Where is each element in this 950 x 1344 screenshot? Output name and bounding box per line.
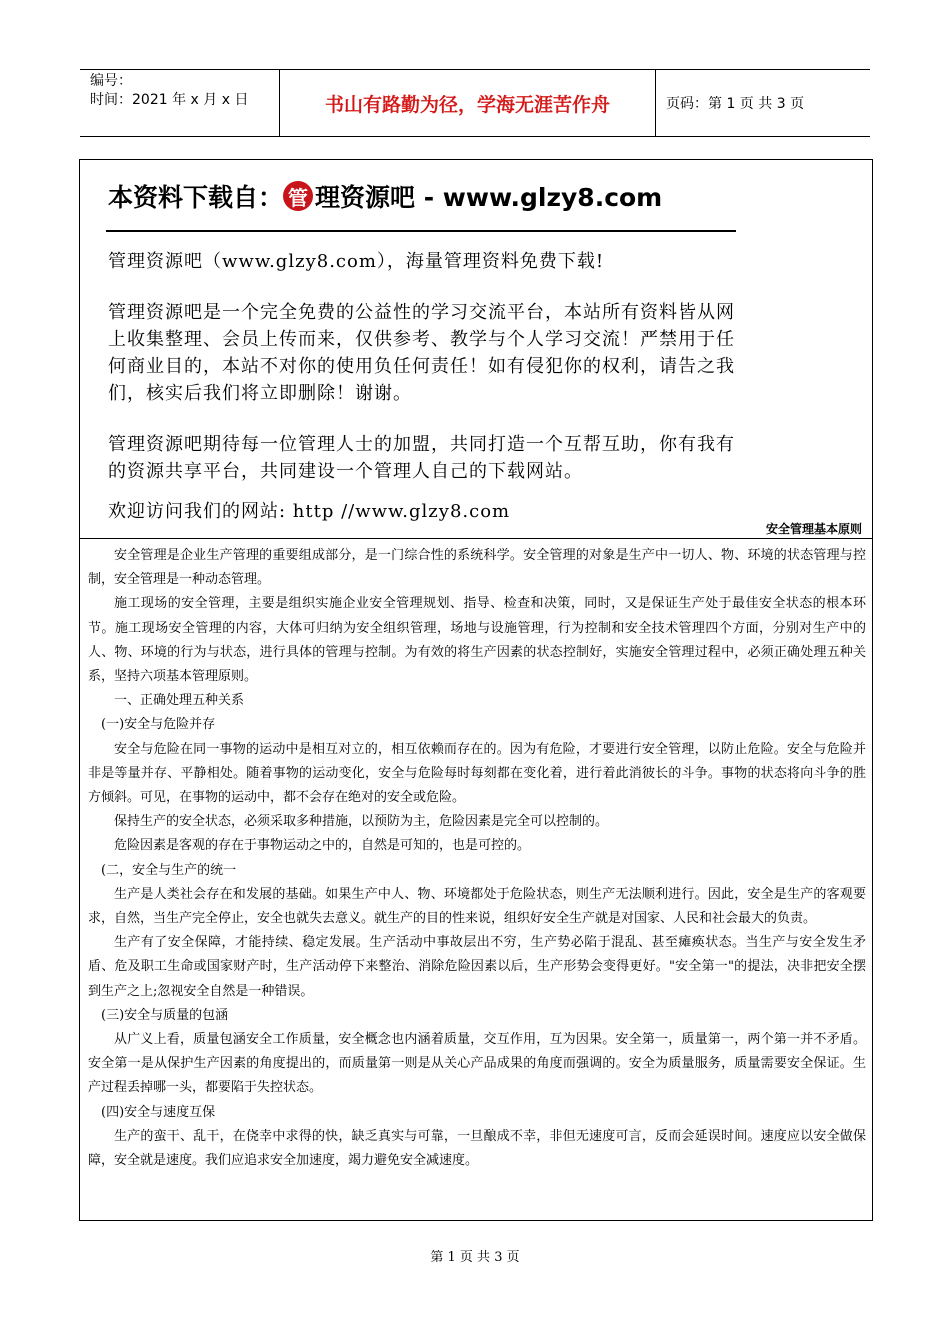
ad-para1: 管理资源吧是一个完全免费的公益性的学习交流平台，本站所有资料皆从网上收集整理、会员上传而来，仅供参考、教学与个人学习交流！严禁用于任何商业目的，本站不对你的使用负任何责任！如有侵犯你的权利，请告之我们，核实后我们将立即删除！谢谢。 [108,302,735,404]
subsection-heading: (四)安全与速度互保 [101,1104,216,1120]
paragraph: 施工现场的安全管理，主要是组织实施企业安全管理规划、指导、检查和决策，同时，又是保证生产处于最佳安全状态的根本环节。施工现场安全管理的内容，大体可归纳为安全组织管理，场地与设施管理，行为控制和安全技术管理四个方面，分别对生产中的人、物、环境的行为与状态，进行具体的管理与控制。为有效的将生产因素的状态控制好，实施安全管理过程中，必须正确处理五种关系，坚持六项基本管理原则。 [88,596,866,685]
section-heading: 一、正确处理五种关系 [114,693,245,709]
paragraph: 生产有了安全保障，才能持续、稳定发展。生产活动中事故层出不穷，生产势必陷于混乱、甚至瘫痪状态。当生产与安全发生矛盾、危及职工生命或国家财产时，生产活动停下来整治、消除危险因素以后，生产形势会变得更好。"安全第一"的提法，决非把安全摆到生产之上;忽视安全自然是一种错误。 [88,935,866,999]
document-body [88,544,866,1173]
paragraph: 生产是人类社会存在和发展的基础。如果生产中人、物、环境都处于危险状态，则生产无法顺利进行。因此，安全是生产的客观要求，自然，当生产完全停止，安全也就失去意义。就生产的目的性来说，组织好安全生产就是对国家、人民和社会最大的负责。 [88,886,866,927]
ad-title-suffix: 理资源吧 - www.glzy8.com [315,183,663,212]
document-frame [79,159,873,1221]
paragraph: 危险因素是客观的存在于事物运动之中的，自然是可知的，也是可控的。 [114,838,531,854]
paragraph: 保持生产的安全状态，必须采取多种措施，以预防为主，危险因素是完全可以控制的。 [114,814,609,830]
ad-divider [106,230,736,232]
subsection-heading: (二，安全与生产的统一 [101,862,237,878]
ad-line1: 管理资源吧（www.glzy8.com），海量管理资料免费下载! [108,251,605,272]
header-motto: 书山有路勤为径，学海无涯苦作舟 [280,70,656,136]
ad-banner [80,160,872,540]
page-footer: 第 1 页 共 3 页 [430,1250,520,1265]
header-number: 编号： [90,73,132,89]
ad-visit: 欢迎访问我们的网站: http //www.glzy8.com [108,501,511,522]
subsection-heading: (一)安全与危险并存 [101,717,216,733]
header-page: 页码：第 1 页 共 3 页 [666,96,805,112]
paragraph: 从广义上看，质量包涵安全工作质量，安全概念也内涵着质量，交互作用，互为因果。安全第一，质量第一，两个第一并不矛盾。安全第一是从保护生产因素的角度提出的，而质量第一则是从关心产品成果的角度而强调的。安全为质量服务，质量需要安全保证。生产过程丢掉哪一头，都要陷于失控状态。 [88,1032,866,1096]
paragraph: 安全与危险在同一事物的运动中是相互对立的，相互依赖而存在的。因为有危险，才要进行安全管理，以防止危险。安全与危险并非是等量并存、平静相处。随着事物的运动变化，安全与危险每时每刻都在变化着，进行着此消彼长的斗争。事物的状态将向斗争的胜方倾斜。可见，在事物的运动中，都不会存在绝对的安全或危险。 [88,741,866,806]
logo-icon: 管 [283,181,313,211]
ad-para2: 管理资源吧期待每一位管理人士的加盟，共同打造一个互帮互助，你有我有的资源共享平台，共同建设一个管理人自己的下载网站。 [108,434,735,482]
subsection-heading: (三)安全与质量的包涵 [101,1007,229,1023]
ad-title [108,178,662,214]
header-meta [80,70,280,136]
paragraph: 生产的蛮干、乱干，在侥幸中求得的快，缺乏真实与可靠，一旦酿成不幸，非但无速度可言，反而会延误时间。速度应以安全做保障，安全就是速度。我们应追求安全加速度，竭力避免安全减速度。 [88,1128,866,1169]
page-header [80,69,870,137]
paragraph: 安全管理是企业生产管理的重要组成部分，是一门综合性的系统科学。安全管理的对象是生产中一切人、物、环境的状态管理与控制，安全管理是一种动态管理。 [88,548,866,588]
document-title: 安全管理基本原则 [765,522,862,536]
header-date: 时间：2021 年 x 月 x 日 [90,92,249,108]
section-divider [80,538,872,539]
ad-title-prefix: 本资料下载自： [108,183,284,212]
